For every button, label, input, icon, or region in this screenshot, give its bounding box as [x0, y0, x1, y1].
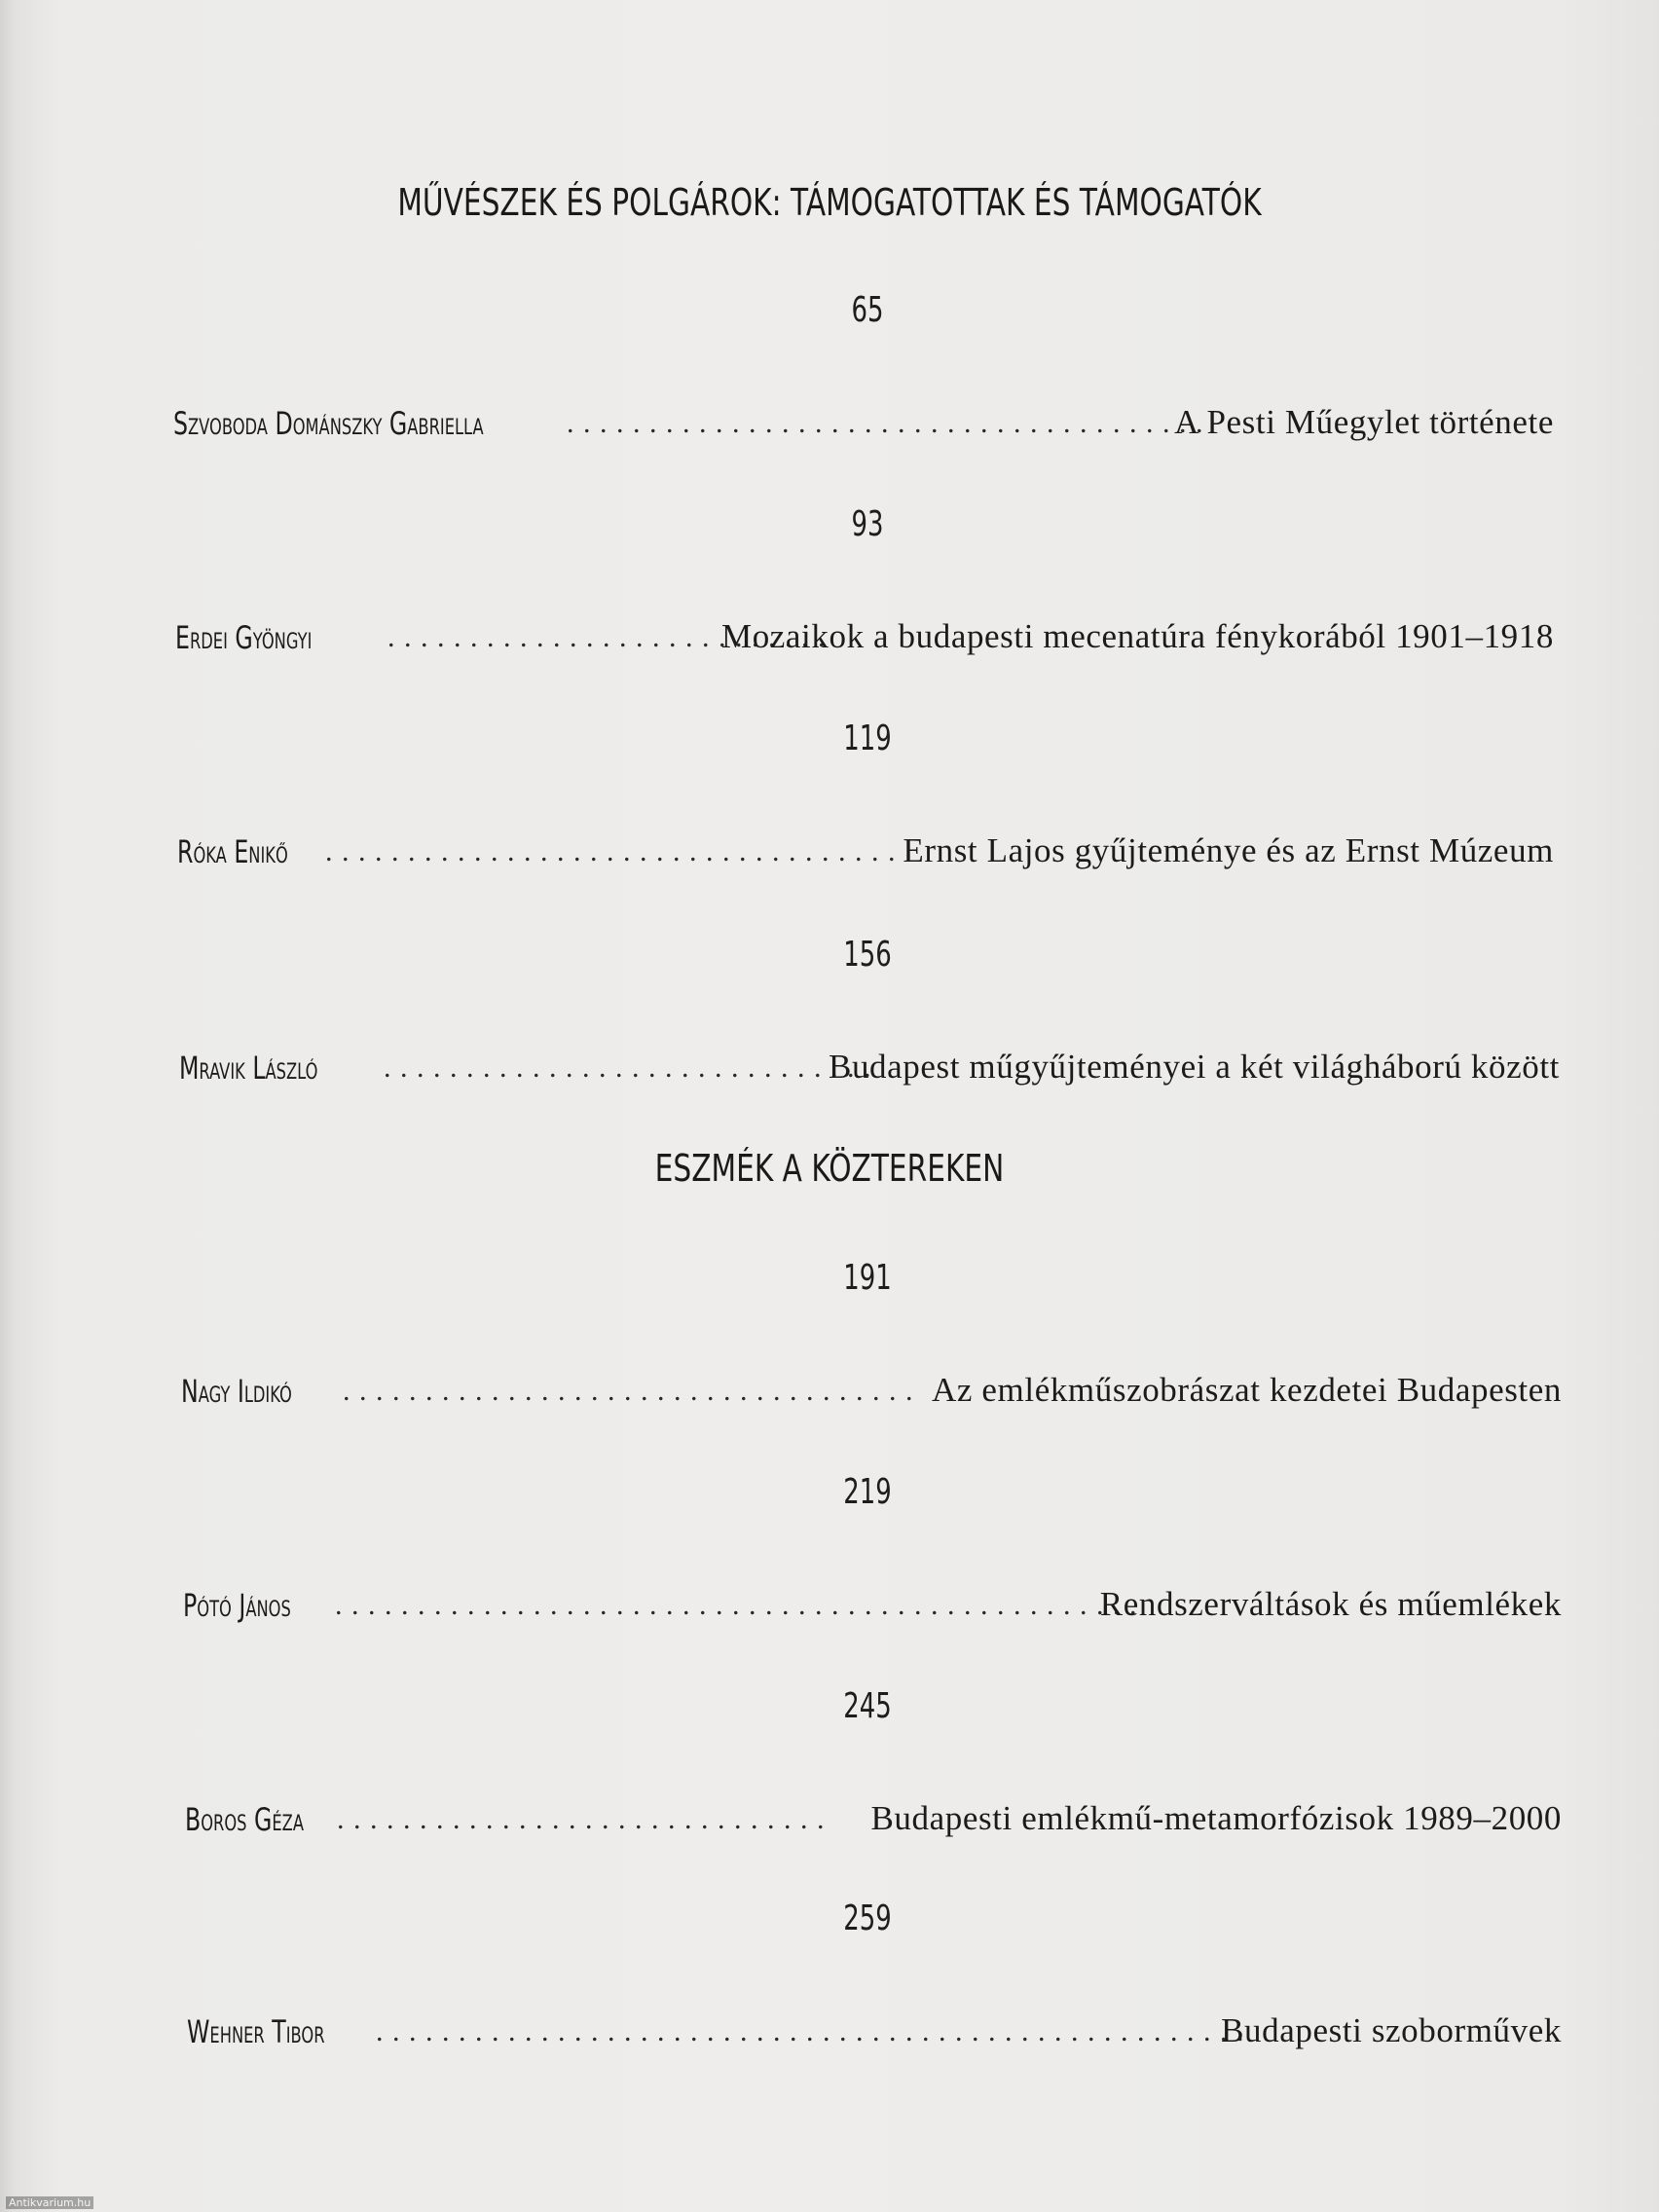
entry-author: Róka Enikő: [177, 833, 288, 870]
toc-entry[interactable]: [175, 613, 1554, 662]
entry-title: Mozaikok a budapesti mecenatúra fénykorából 1901–1918: [720, 617, 1554, 655]
leader-dots: ..............................: [337, 1803, 833, 1835]
leader-dots: ...................................: [343, 1375, 922, 1407]
leader-dots: .......................................: [567, 407, 1212, 439]
leader-dots: .....................................................: [376, 2015, 1253, 2047]
toc-entry[interactable]: [185, 1795, 1562, 1844]
section-title-muveszek: MŰVÉSZEK ÉS POLGÁROK: TÁMOGATOTTAK ÉS TÁMOGATÓK: [397, 181, 1262, 224]
page-number: 119: [843, 719, 892, 758]
entry-author: Wehner Tibor: [187, 2013, 325, 2050]
entry-title: Budapesti szoborművek: [1221, 2011, 1562, 2049]
entry-author: Pótó János: [183, 1587, 291, 1624]
toc-entry[interactable]: [179, 1044, 1560, 1092]
leader-dots: ...................................: [325, 835, 904, 867]
entry-author: Boros Géza: [185, 1801, 304, 1838]
page-number: 219: [843, 1472, 892, 1512]
entry-title: Ernst Lajos gyűjteménye és az Ernst Múzeum: [903, 831, 1554, 869]
page-number: 245: [843, 1686, 892, 1726]
entry-title: A Pesti Műegylet története: [1174, 403, 1554, 441]
toc-entry[interactable]: [173, 399, 1554, 448]
entry-author: Erdei Gyöngyi: [175, 619, 313, 656]
section-title-eszmek: ESZMÉK A KÖZTEREKEN: [654, 1147, 1005, 1190]
page-number: 259: [843, 1899, 892, 1938]
entry-author: Szvoboda Dománszky Gabriella: [173, 405, 484, 442]
toc-entry[interactable]: [181, 1367, 1562, 1416]
page-number: 93: [851, 504, 884, 544]
page-number: 156: [843, 935, 892, 975]
leader-dots: ...........................: [387, 621, 834, 653]
toc-entry[interactable]: [187, 2008, 1562, 2056]
watermark-text: Antikvarium.hu: [6, 2196, 93, 2209]
toc-entry[interactable]: [177, 828, 1554, 876]
entry-title: Az emlékműszobrászat kezdetei Budapesten: [932, 1371, 1562, 1409]
entry-title: Budapest műgyűjteményei a két világháború között: [829, 1048, 1560, 1086]
entry-title: Rendszerváltások és műemlékek: [1099, 1585, 1562, 1623]
page-number: 65: [851, 290, 884, 330]
page-number: 191: [843, 1258, 892, 1298]
leader-dots: .................................................: [335, 1589, 1146, 1621]
entry-author: Nagy Ildikó: [181, 1373, 292, 1410]
entry-title: Budapesti emlékmű-metamorfózisok 1989–2000: [870, 1799, 1562, 1837]
entry-author: Mravik László: [179, 1050, 318, 1087]
leader-dots: ..............................: [384, 1051, 880, 1084]
toc-entry[interactable]: [183, 1581, 1562, 1630]
